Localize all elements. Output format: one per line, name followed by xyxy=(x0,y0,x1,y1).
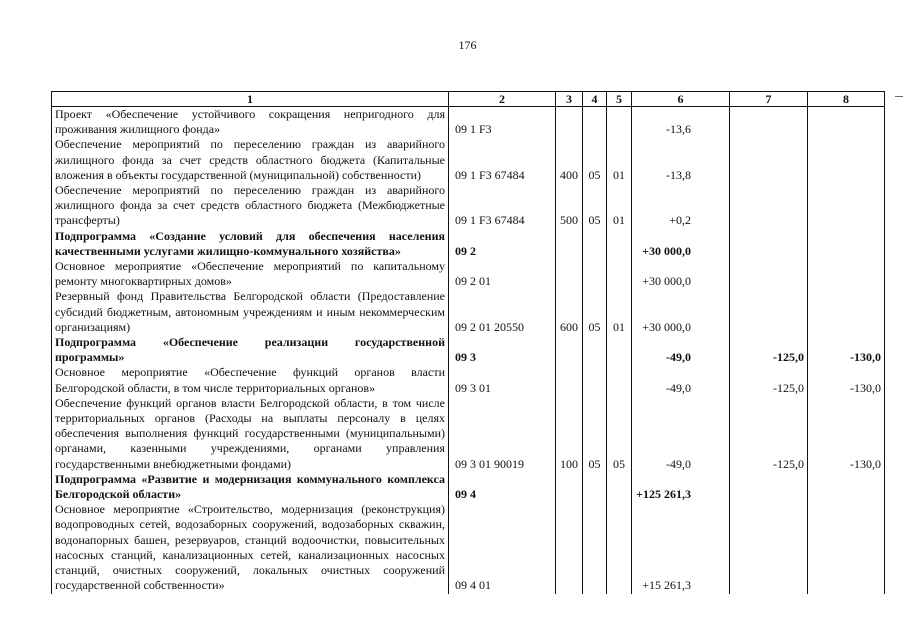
row-col5-cell xyxy=(607,472,632,502)
row-col3-cell xyxy=(556,107,583,138)
table-row xyxy=(52,107,885,138)
row-col4-cell: 05 xyxy=(583,183,607,229)
row-col5-cell: 01 xyxy=(607,183,632,229)
row-col5-cell xyxy=(607,229,632,259)
table-row xyxy=(52,289,885,335)
row-col3-cell: 600 xyxy=(556,289,583,335)
row-col7-cell: -125,0 xyxy=(730,335,808,365)
row-col4-cell xyxy=(583,335,607,365)
column-header: 8 xyxy=(808,92,885,107)
row-col4-cell xyxy=(583,472,607,502)
row-col5-cell xyxy=(607,259,632,289)
column-header: 6 xyxy=(632,92,730,107)
row-col7-cell xyxy=(730,502,808,593)
row-name-cell: Обеспечение мероприятий по переселению граждан из аварийного жилищного фонда за счет средств областного бюджета (Капитальные вложения в объекты государственной (муниципальной) собственности) xyxy=(52,137,449,183)
row-col8-cell: -130,0 xyxy=(808,335,885,365)
row-code-cell: 09 1 F3 67484 xyxy=(449,183,556,229)
page-number: 176 xyxy=(458,38,477,52)
table-row xyxy=(52,365,885,395)
row-col5-cell xyxy=(607,365,632,395)
row-col3-cell: 500 xyxy=(556,183,583,229)
row-col8-cell: -130,0 xyxy=(808,365,885,395)
row-col4-cell: 05 xyxy=(583,137,607,183)
row-code-cell: 09 4 xyxy=(449,472,556,502)
row-col8-cell xyxy=(808,289,885,335)
row-col6-cell: -13,6 xyxy=(632,107,730,138)
row-col7-cell xyxy=(730,259,808,289)
row-col8-cell xyxy=(808,259,885,289)
row-col5-cell xyxy=(607,335,632,365)
column-header: 4 xyxy=(583,92,607,107)
row-name-cell: Основное мероприятие «Обеспечение мероприятий по капитальному ремонту многоквартирных домов» xyxy=(52,259,449,289)
row-col6-cell: -13,8 xyxy=(632,137,730,183)
row-name-cell: Подпрограмма «Развитие и модернизация коммунального комплекса Белгородской области» xyxy=(52,472,449,502)
row-col4-cell xyxy=(583,259,607,289)
column-header: 3 xyxy=(556,92,583,107)
row-col6-cell: +15 261,3 xyxy=(632,502,730,593)
table-row xyxy=(52,502,885,593)
row-col4-cell: 05 xyxy=(583,289,607,335)
edge-mark xyxy=(895,96,903,97)
row-col5-cell xyxy=(607,502,632,593)
table-row xyxy=(52,396,885,472)
row-code-cell: 09 1 F3 xyxy=(449,107,556,138)
column-header: 5 xyxy=(607,92,632,107)
row-col6-cell: +30 000,0 xyxy=(632,259,730,289)
column-header: 1 xyxy=(52,92,449,107)
row-col8-cell xyxy=(808,502,885,593)
row-col3-cell: 400 xyxy=(556,137,583,183)
row-col3-cell xyxy=(556,472,583,502)
row-col6-cell: +125 261,3 xyxy=(632,472,730,502)
row-col7-cell xyxy=(730,137,808,183)
row-col6-cell: +30 000,0 xyxy=(632,229,730,259)
row-code-cell: 09 2 xyxy=(449,229,556,259)
row-col7-cell: -125,0 xyxy=(730,396,808,472)
row-code-cell: 09 4 01 xyxy=(449,502,556,593)
row-col7-cell xyxy=(730,472,808,502)
table-row xyxy=(52,259,885,289)
table-header-row xyxy=(52,92,885,107)
row-col4-cell xyxy=(583,107,607,138)
row-col5-cell xyxy=(607,107,632,138)
row-col7-cell xyxy=(730,229,808,259)
column-header: 7 xyxy=(730,92,808,107)
row-col6-cell: -49,0 xyxy=(632,365,730,395)
row-col5-cell: 01 xyxy=(607,137,632,183)
row-col8-cell xyxy=(808,229,885,259)
row-code-cell: 09 3 01 xyxy=(449,365,556,395)
row-col4-cell xyxy=(583,229,607,259)
row-col6-cell: +30 000,0 xyxy=(632,289,730,335)
row-col6-cell: -49,0 xyxy=(632,335,730,365)
row-col8-cell xyxy=(808,137,885,183)
table-row xyxy=(52,137,885,183)
row-col7-cell xyxy=(730,183,808,229)
row-col7-cell xyxy=(730,289,808,335)
row-col3-cell xyxy=(556,259,583,289)
row-col3-cell xyxy=(556,365,583,395)
row-col8-cell xyxy=(808,107,885,138)
table-row xyxy=(52,335,885,365)
row-col6-cell: +0,2 xyxy=(632,183,730,229)
row-name-cell: Обеспечение функций органов власти Белгородской области, в том числе территориальных органов (Расходы на выплаты персоналу в целях обеспечения выполнения функций государственными (муниципальными) органами, казенными учреждениями, органами управления государственными внебюджетными фондами) xyxy=(52,396,449,472)
row-name-cell: Обеспечение мероприятий по переселению граждан из аварийного жилищного фонда за счет средств областного бюджета (Межбюджетные трансферты) xyxy=(52,183,449,229)
row-code-cell: 09 2 01 xyxy=(449,259,556,289)
row-col8-cell xyxy=(808,183,885,229)
row-col7-cell xyxy=(730,107,808,138)
row-name-cell: Основное мероприятие «Обеспечение функций органов власти Белгородской области, в том числе территориальных органов» xyxy=(52,365,449,395)
row-col7-cell: -125,0 xyxy=(730,365,808,395)
table-row xyxy=(52,229,885,259)
row-col5-cell: 01 xyxy=(607,289,632,335)
table-row xyxy=(52,183,885,229)
budget-table xyxy=(51,91,885,594)
row-col3-cell xyxy=(556,502,583,593)
row-name-cell: Основное мероприятие «Строительство, модернизация (реконструкция) водопроводных сетей, водозаборных сооружений, водозаборных скважин, водонапорных башен, резервуаров, станций водоочистки, повысительных насосных станций, канализационных сетей, канализационных насосных станций, очистных сооружений, локальных очистных сооружений государственной собственности» xyxy=(52,502,449,593)
row-name-cell: Подпрограмма «Создание условий для обеспечения населения качественными услугами жилищно-коммунального хозяйства» xyxy=(52,229,449,259)
row-col3-cell xyxy=(556,229,583,259)
column-header: 2 xyxy=(449,92,556,107)
row-name-cell: Подпрограмма «Обеспечение реализации государственной программы» xyxy=(52,335,449,365)
row-col3-cell xyxy=(556,335,583,365)
row-col4-cell: 05 xyxy=(583,396,607,472)
row-name-cell: Проект «Обеспечение устойчивого сокращения непригодного для проживания жилищного фонда» xyxy=(52,107,449,138)
row-code-cell: 09 2 01 20550 xyxy=(449,289,556,335)
row-code-cell: 09 3 xyxy=(449,335,556,365)
row-col4-cell xyxy=(583,502,607,593)
table-body xyxy=(52,107,885,594)
row-col8-cell xyxy=(808,472,885,502)
row-col5-cell: 05 xyxy=(607,396,632,472)
row-code-cell: 09 3 01 90019 xyxy=(449,396,556,472)
row-code-cell: 09 1 F3 67484 xyxy=(449,137,556,183)
row-col4-cell xyxy=(583,365,607,395)
row-name-cell: Резервный фонд Правительства Белгородской области (Предоставление субсидий бюджетным, автономным учреждениям и иным некоммерческим организациям) xyxy=(52,289,449,335)
row-col3-cell: 100 xyxy=(556,396,583,472)
row-col8-cell: -130,0 xyxy=(808,396,885,472)
row-col6-cell: -49,0 xyxy=(632,396,730,472)
table-row xyxy=(52,472,885,502)
